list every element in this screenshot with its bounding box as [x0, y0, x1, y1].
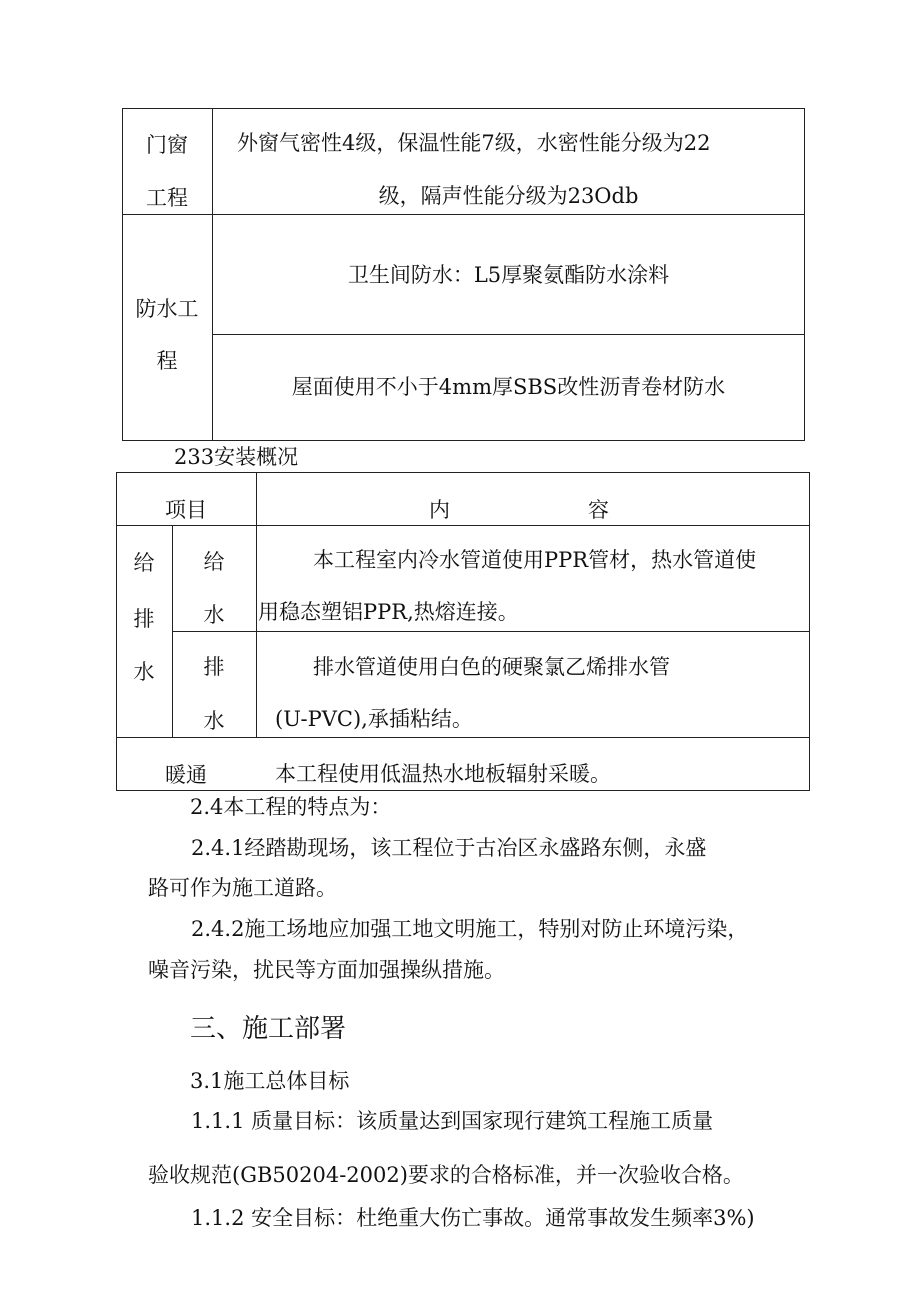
drain-label-2: 水: [203, 709, 225, 733]
doors-label-line2: 工程: [146, 186, 188, 210]
waterproof-label-line2: 程: [156, 349, 178, 373]
table1-row-divider: [122, 214, 805, 215]
heading-3: 三、施工部署: [190, 1014, 347, 1044]
drainage-group-char-3: 水: [133, 660, 155, 684]
hvac-content: 本工程使用低温热水地板辐射采暖。: [275, 762, 611, 786]
table1-subrow-divider: [212, 334, 805, 335]
table2-row-divider: [172, 631, 810, 632]
header-item: 项目: [165, 498, 207, 522]
supply-line1: 本工程室内冷水管道使用PPR管材，热水管道使: [313, 548, 757, 572]
header-content-2: 容: [588, 498, 609, 522]
doors-content-line1: 外窗气密性4级，保温性能7级，水密性能分级为22: [237, 131, 711, 155]
drainage-group-char-1: 给: [133, 551, 155, 575]
doors-label-line1: 门窗: [146, 133, 188, 157]
paragraph-2-4: 2.4本工程的特点为：: [190, 795, 392, 819]
header-content-1: 内: [429, 498, 450, 522]
paragraph-1-1-1-line1: 1.1.1 质量目标：该质量达到国家现行建筑工程施工质量: [191, 1109, 714, 1133]
supply-label-2: 水: [203, 603, 225, 627]
supply-line2: 用稳态塑铝PPR,热熔连接。: [258, 600, 519, 624]
drainage-group-char-2: 排: [133, 607, 155, 631]
table2-main-divider: [256, 472, 257, 737]
supply-label-1: 给: [203, 550, 225, 574]
paragraph-1-1-2: 1.1.2 安全目标：杜绝重大伤亡事故。通常事故发生频率3%): [191, 1206, 755, 1230]
drain-label-1: 排: [203, 655, 225, 679]
table2-hvac-divider: [116, 737, 810, 738]
heading-3-1: 3.1施工总体目标: [190, 1069, 350, 1093]
paragraph-2-4-2-line2: 噪音污染，扰民等方面加强操纵措施。: [148, 958, 505, 982]
hvac-label: 暖通: [165, 763, 207, 787]
paragraph-2-4-1-line1: 2.4.1经踏勘现场，该工程位于古冶区永盛路东侧，永盛: [191, 836, 707, 860]
waterproof-row1: 卫生间防水：L5厚聚氨酯防水涂料: [347, 263, 670, 287]
waterproof-label-line1: 防水工: [135, 297, 199, 321]
doors-content-line2: 级，隔声性能分级为23Odb: [378, 184, 639, 208]
section-233-title: 233安装概况: [174, 445, 299, 469]
waterproof-row2: 屋面使用不小于4mm厚SBS改性沥青卷材防水: [291, 375, 726, 399]
table2-header-divider: [116, 525, 810, 526]
drain-line1: 排水管道使用白色的硬聚氯乙烯排水管: [313, 655, 670, 679]
drain-line2: (U-PVC),承插粘结。: [275, 707, 473, 731]
paragraph-2-4-1-line2: 路可作为施工道路。: [148, 876, 337, 900]
paragraph-2-4-2-line1: 2.4.2施工场地应加强工地文明施工，特别对防止环境污染，: [191, 917, 749, 941]
paragraph-1-1-1-line2: 验收规范(GB50204-2002)要求的合格标准，并一次验收合格。: [148, 1163, 744, 1187]
